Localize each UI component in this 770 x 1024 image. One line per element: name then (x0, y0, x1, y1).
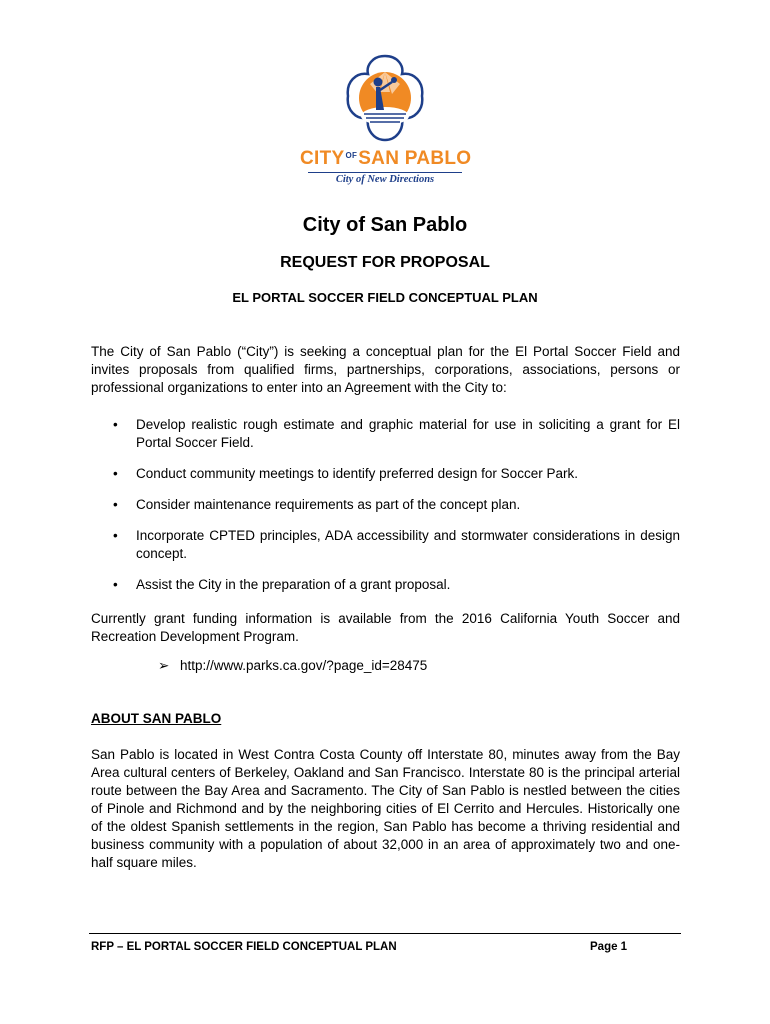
arrow-bullet-icon: ➢ (158, 658, 170, 673)
bullet-icon: • (113, 417, 118, 432)
logo-divider (308, 172, 462, 173)
grant-link[interactable]: http://www.parks.ca.gov/?page_id=28475 (180, 658, 428, 673)
footer-divider (89, 933, 681, 934)
bullet-icon: • (113, 497, 118, 512)
document-title: City of San Pablo (302, 214, 468, 236)
list-item: • Develop realistic rough estimate and graphic material for use in soliciting a grant for El Portal Soccer Field. (113, 417, 680, 450)
city-seal-icon (340, 52, 430, 146)
list-item: • Consider maintenance requirements as part of the concept plan. (113, 497, 521, 512)
funding-paragraph: Currently grant funding information is available from the 2016 California Youth Soccer and Recreation Development Program. (91, 611, 680, 644)
list-item: • Incorporate CPTED principles, ADA accessibility and stormwater considerations in design concept. (113, 528, 680, 561)
document-subtitle: REQUEST FOR PROPOSAL (280, 254, 490, 271)
page-number: Page 1 (590, 941, 628, 953)
footer-title: RFP – EL PORTAL SOCCER FIELD CONCEPTUAL PLAN (91, 941, 397, 953)
intro-paragraph: The City of San Pablo (“City”) is seeking a conceptual plan for the El Portal Soccer Field and invites proposals from qualified firms, partnerships, corporations, associations, persons or professional organizations to enter into an Agreement with the City to: (91, 344, 680, 395)
scope-bullet-list (91, 416, 680, 607)
about-paragraph: San Pablo is located in West Contra Costa County off Interstate 80, minutes away from the Bay Area cultural centers of Berkeley, Oakland and San Francisco. Interstate 80 is the principal arterial route between the Bay Area and Sacramento. The City of San Pablo is nestled between the cities of Pinole and Richmond and by the neighboring cities of El Cerrito and Hercules. Historically one of the oldest Spanish settlements in the region, San Pablo has become a thriving residential and business community with a population of about 32,000 in an area of approximately two and one-half square miles. (91, 747, 680, 870)
bullet-icon: • (113, 466, 118, 481)
bullet-icon: • (113, 528, 118, 543)
city-logo (300, 52, 470, 192)
grant-link-line (158, 657, 427, 675)
project-title: EL PORTAL SOCCER FIELD CONCEPTUAL PLAN (232, 290, 538, 305)
city-logo-wordmark: $CITY^{OF}SAN$ PABLO (300, 148, 472, 169)
list-item: • Conduct community meetings to identify preferred design for Soccer Park. (113, 466, 578, 481)
bullet-icon: • (113, 577, 118, 592)
list-item: • Assist the City in the preparation of a grant proposal. (113, 577, 451, 592)
city-logo-tagline: City of New Directions (335, 174, 435, 185)
section-heading-about: ABOUT SAN PABLO (91, 711, 222, 726)
